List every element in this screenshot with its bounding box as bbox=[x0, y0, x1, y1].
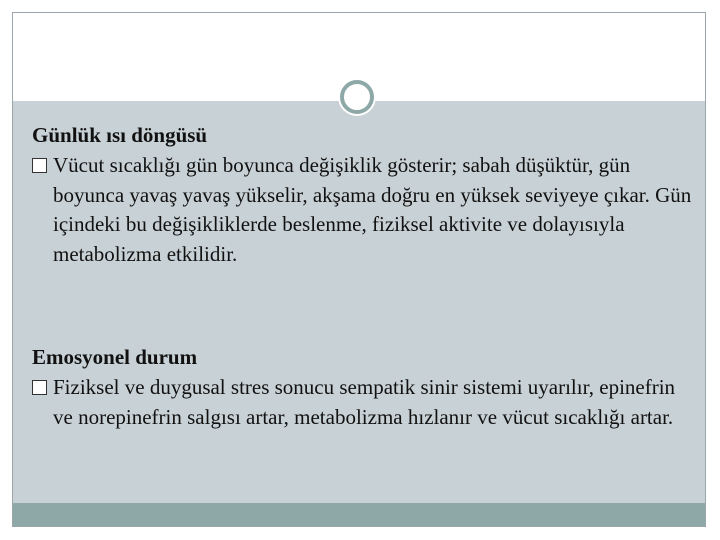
paragraph-text: Vücut sıcaklığı gün boyunca değişiklik gösterir; sabah düşüktür, gün boyunca yavaş yavaş yükselir, akşama doğru en yüksek seviyeye çıkar. Gün içindeki bu değişikliklerde beslenme, fiziksel aktivite ve dolayısıyla metabolizma etkilidir. bbox=[53, 153, 692, 266]
square-bullet-icon bbox=[32, 158, 47, 173]
section-heading: Emosyonel durum bbox=[32, 345, 198, 369]
section-heading: Günlük ısı döngüsü bbox=[32, 123, 208, 147]
section-emotional-state bbox=[32, 343, 692, 432]
bullet-paragraph bbox=[32, 151, 692, 269]
section-daily-cycle bbox=[32, 121, 692, 269]
slide-frame bbox=[12, 12, 706, 527]
paragraph-text: Fiziksel ve duygusal stres sonucu sempatik sinir sistemi uyarılır, epinefrin ve norepinefrin salgısı artar, metabolizma hızlanır ve vücut sıcaklığı artar. bbox=[53, 375, 676, 429]
bullet-paragraph bbox=[32, 373, 692, 432]
square-bullet-icon bbox=[32, 380, 47, 395]
